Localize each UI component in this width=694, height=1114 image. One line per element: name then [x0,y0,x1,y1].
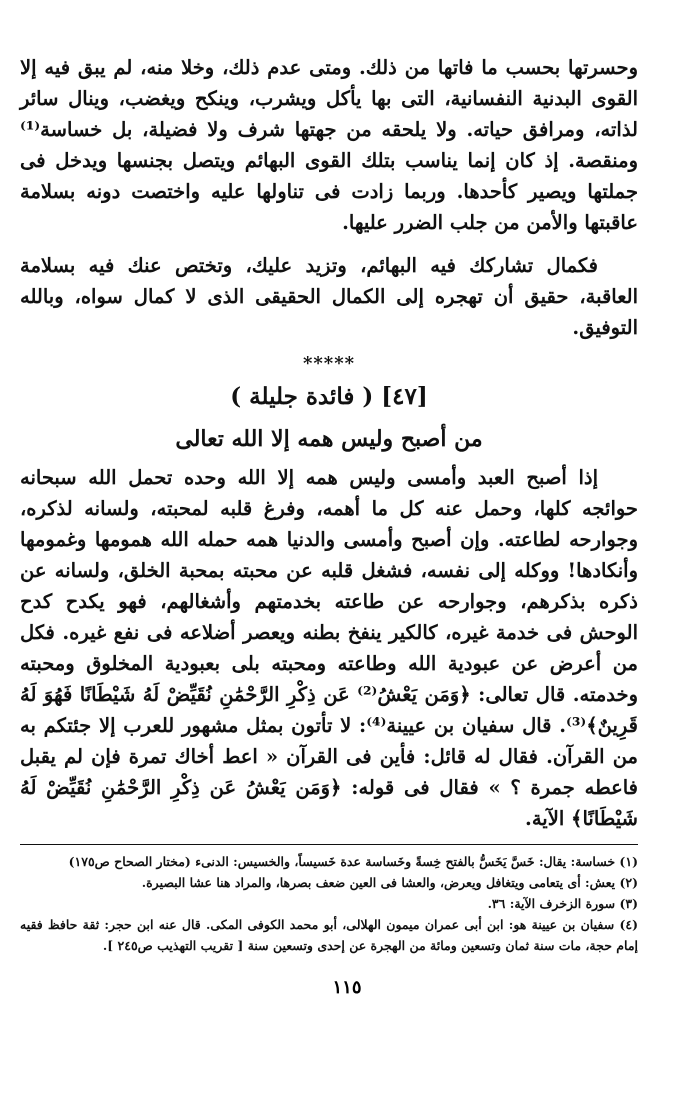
section-subtitle: من أصبح وليس همه إلا الله تعالى [175,426,483,452]
paragraph-top-2: فكمال تشاركك فيه البهائم، وتزيد عليك، وتختص عنك فيه بسلامة العاقبة، حقيق أن تهجره إلى الكمال الحقيقى الذى لا كمال سواه، وبالله التوفيق. [20,254,638,339]
footnote-divider [20,844,638,845]
page-number: ١١٥ [332,977,362,997]
paragraph-top-1: وحسرتها بحسب ما فاتها من ذلك. ومتى عدم ذلك، وخلا منه، لم يبق فيه إلا القوى البدنية النفسانية، التى بها يأكل ويشرب، وينكح ويغضب، وينال سائر لذاته، ومرافق حياته. ولا يلحقه من جهتها شرف ولا فضيلة، بل خساسة⁽¹⁾ ومنقصة. إذ كان إنما يناسب بتلك القوى البهائم ويتصل بجنسها ويدخل فى جملتها ويصير كأحدها. وربما زادت فى تناولها عليه واختصت دونه بسلامة عاقبتها والأمن من جلب الضرر عليها. [20,56,638,234]
paragraph-main-1: إذا أصبح العبد وأمسى وليس همه إلا الله وحده تحمل الله سبحانه حوائجه كلها، وحمل عنه كل ما أهمه، وفرغ قلبه لمحبته، ولسانه لذكره، وجوارحه لطاعته. وإن أصبح وأمسى والدنيا همه حمله الله همومها وغمومها وأنكادها! ووكله إلى نفسه، فشغل قلبه عن محبته بمحبة الخلق، ولسانه عن ذكره بذكرهم، وجوارحه عن طاعته بخدمتهم وأشغالهم، فهو يكدح كدح الوحش فى خدمة غيره، كالكير ينفخ بطنه ويعصر أضلاعه فى نفع غيره. فكل من أعرض عن عبودية الله وطاعته ومحبته بلى بعبودية المخلوق ومحبته وخدمته. قال تعالى: ﴿وَمَن يَعْشُ⁽²⁾ عَن ذِكْرِ الرَّحْمَٰنِ نُقَيِّضْ لَهُ شَيْطَانًا فَهُوَ لَهُ قَرِينٌ﴾⁽³⁾. قال سفيان بن عيينة⁽⁴⁾: لا تأتون بمثل مشهور للعرب إلا جئتكم به من القرآن. فقال له قائل: فأين فى القرآن « اعط أخاك تمرة فإن لم يقبل فاعطه جمرة ؟ » فقال فى قوله: ﴿وَمَن يَعْشُ عَن ذِكْرِ الرَّحْمَٰنِ نُقَيِّضْ لَهُ شَيْطَانًا﴾ الآية. [20,466,639,830]
footnote-4: (٤) سفيان بن عيينة هو: ابن أبى عمران ميمون الهلالى، أبو محمد الكوفى المكى. قال عنه ابن حجر: ثقة حافظ فقيه إمام حجة، مات سنة ثمان وتسعين ومائة من الهجرة عن إحدى وتسعين سنة [ تقريب التهذيب ص٢٤٥ ]. [20,917,638,953]
section-title: [٤٧] ( فائدة جليلة ) [230,383,428,410]
section-separator: ***** [302,353,356,374]
paragraph-gap [20,238,638,250]
footnote-3: (٣) سورة الزخرف الآية: ٣٦. [487,896,638,911]
footnote-1: (١) خساسة: يقال: خَسَّ يَخَسُّ بالفتح خِسةً وخَساسة عدة خَسيساً، والخسيس: الدنىء (مختار الصحاح ص١٧٥) [68,854,638,869]
book-page [20,52,638,1114]
footnote-2: (٢) يعش: أى يتعامى ويتغافل ويعرض، والعشا فى العين ضعف بصرها، والمراد هنا عشا البصيرة. [141,875,638,890]
